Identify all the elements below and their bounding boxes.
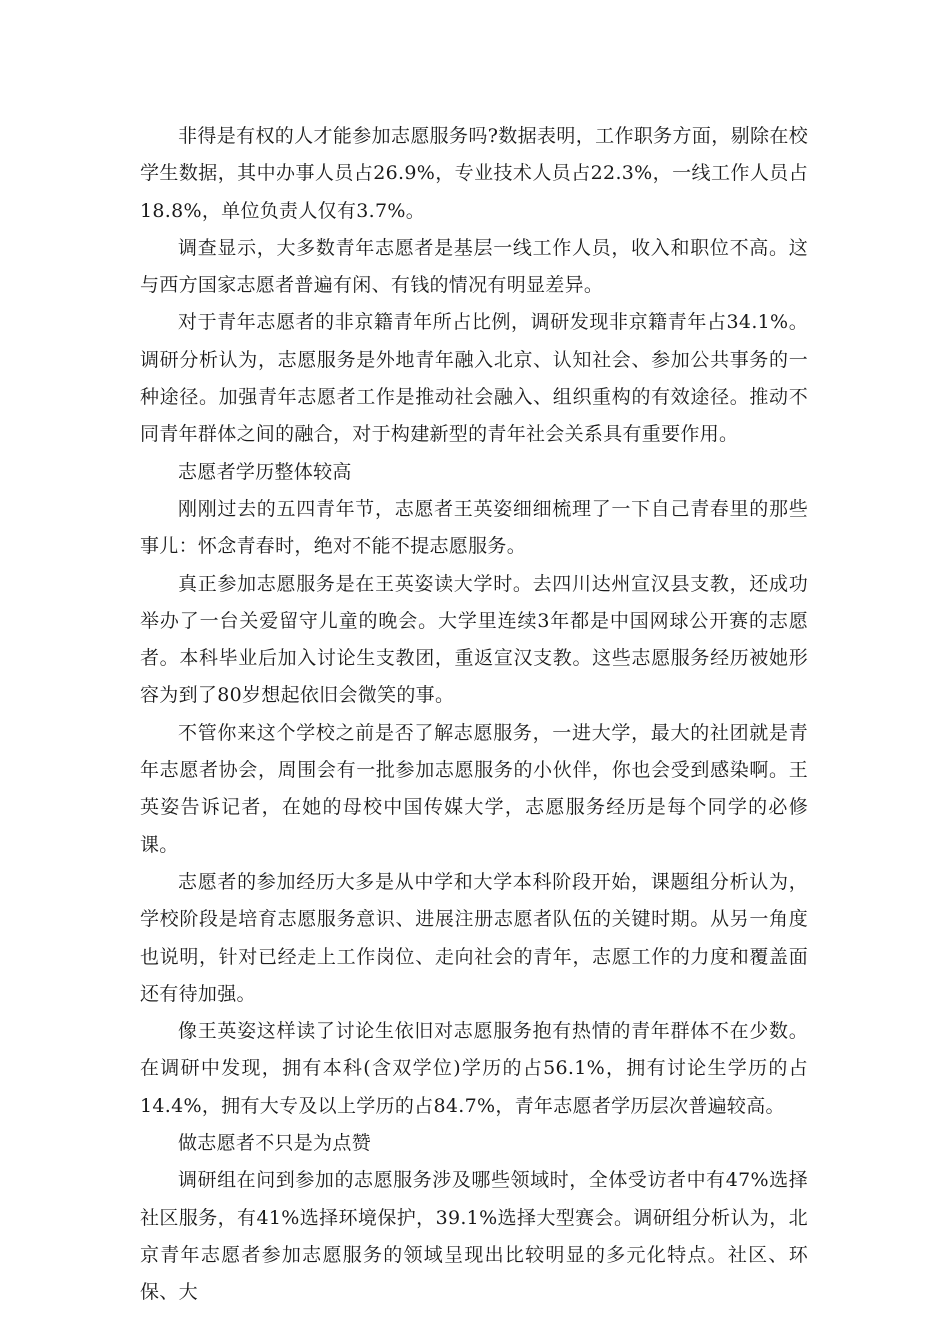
section-heading-education: 志愿者学历整体较高 bbox=[178, 460, 352, 483]
paragraph-4: 刚刚过去的五四青年节，志愿者王英姿细细梳理了一下自己青春里的那些事儿：怀念青春时，绝对不能不提志愿服务。 bbox=[140, 497, 808, 558]
paragraph-8: 像王英姿这样读了讨论生依旧对志愿服务抱有热情的青年群体不在少数。在调研中发现，拥有本科(含双学位)学历的占56.1%，拥有讨论生学历的占14.4%，拥有大专及以上学历的占84.7%，青年志愿者学历层次普遍较高。 bbox=[140, 1020, 808, 1117]
paragraph-6: 不管你来这个学校之前是否了解志愿服务，一进大学，最大的社团就是青年志愿者协会，周围会有一批参加志愿服务的小伙伴，你也会受到感染啊。王英姿告诉记者，在她的母校中国传媒大学，志愿服务经历是每个同学的必修课。 bbox=[140, 721, 808, 856]
paragraph-3: 对于青年志愿者的非京籍青年所占比例，调研发现非京籍青年占34.1%。调研分析认为，志愿服务是外地青年融入北京、认知社会、参加公共事务的一种途径。加强青年志愿者工作是推动社会融入、组织重构的有效途径。推动不同青年群体之间的融合，对于构建新型的青年社会关系具有重要作用。 bbox=[140, 311, 808, 446]
section-heading-not-for-likes: 做志愿者不只是为点赞 bbox=[178, 1132, 372, 1155]
paragraph-1: 非得是有权的人才能参加志愿服务吗?数据表明，工作职务方面，剔除在校学生数据，其中办事人员占26.9%，专业技术人员占22.3%，一线工作人员占18.8%，单位负责人仅有3.7%。 bbox=[140, 125, 808, 222]
paragraph-7: 志愿者的参加经历大多是从中学和大学本科阶段开始，课题组分析认为，学校阶段是培育志愿服务意识、进展注册志愿者队伍的关键时期。从另一角度也说明，针对已经走上工作岗位、走向社会的青年，志愿工作的力度和覆盖面还有待加强。 bbox=[140, 870, 808, 1005]
paragraph-9: 调研组在问到参加的志愿服务涉及哪些领域时，全体受访者中有47%选择社区服务，有41%选择环境保护，39.1%选择大型赛会。调研组分析认为，北京青年志愿者参加志愿服务的领域呈现出比较明显的多元化特点。社区、环保、大 bbox=[140, 1169, 808, 1304]
paragraph-2: 调查显示，大多数青年志愿者是基层一线工作人员，收入和职位不高。这与西方国家志愿者普遍有闲、有钱的情况有明显差异。 bbox=[140, 236, 808, 297]
document-body bbox=[140, 118, 808, 1312]
paragraph-5: 真正参加志愿服务是在王英姿读大学时。去四川达州宣汉县支教，还成功举办了一台关爱留守儿童的晚会。大学里连续3年都是中国网球公开赛的志愿者。本科毕业后加入讨论生支教团，重返宣汉支教。这些志愿服务经历被她形容为到了80岁想起依旧会微笑的事。 bbox=[140, 572, 808, 707]
